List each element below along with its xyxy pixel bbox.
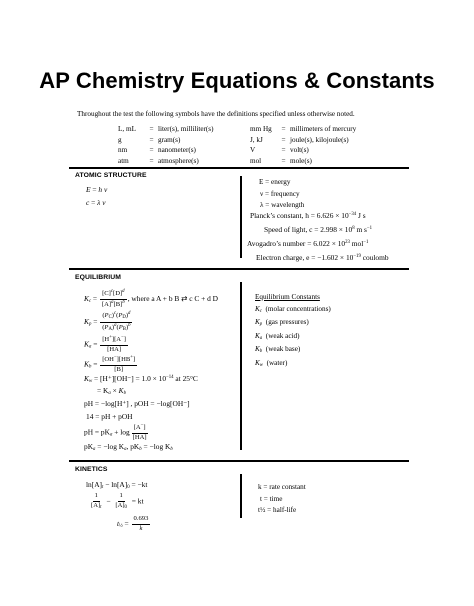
pka-tail: = −log K (95, 442, 125, 451)
equals: = (149, 135, 154, 144)
equation-pka: $pK_a = -\log$ $K_a$, $pK_b = -\log$ $K_b$ (84, 442, 173, 452)
definition: ν = frequency (260, 189, 300, 198)
constant-desc: (gas pressures) (265, 318, 309, 326)
kw-text: = K (97, 386, 109, 395)
column-divider (240, 474, 242, 518)
kinetics-definitions (258, 482, 306, 517)
definition: λ = wavelength (260, 201, 305, 209)
constants-heading: Equilibrium Constants (255, 293, 320, 301)
kw-tail: at 25°C (173, 374, 198, 383)
hh-tail: + log (112, 427, 130, 437)
definition: k = rate constant (258, 483, 306, 491)
constant-item: $K_p$ (gas pressures) (255, 318, 309, 327)
constant-text: Avogadro’s number = 6.022 × 10 (247, 239, 346, 248)
section-title-kinetics: KINETICS (75, 466, 108, 473)
equation-light: c = λ ν (86, 198, 106, 207)
unit: m s (354, 225, 367, 234)
equilibrium-constants-list (255, 292, 331, 371)
unit: mol (349, 239, 364, 248)
equation-ph: pH = −log[H⁺] , pOH = −log[OH⁻] (84, 399, 190, 408)
equals: = (281, 125, 286, 133)
symbol-def: volt(s) (290, 146, 309, 154)
equation-energy: E = h ν (86, 185, 108, 194)
exponent: −1 (363, 240, 369, 245)
unit: J s (356, 211, 366, 220)
constant-item: $K_c$ (molar concentrations) (255, 304, 331, 314)
constant-desc: (molar concentrations) (265, 304, 331, 313)
column-divider (240, 282, 242, 450)
constant-text: Electron charge, e = −1.602 × 10 (256, 253, 354, 262)
exponent: −1 (366, 226, 373, 231)
equation-first-order: $\ln[A]_t - \ln[A]_0 = -kt$ (86, 480, 148, 490)
constant-light (264, 226, 372, 233)
constant-sub: b (259, 349, 263, 354)
symbol-def: atmosphere(s) (158, 156, 199, 165)
symbol: J, kJ (250, 135, 263, 144)
pka-text: pK (84, 442, 94, 451)
pkb-text: , pK (126, 442, 140, 451)
constant-item: $K_b$ (weak base) (255, 345, 301, 354)
exponent: −34 (348, 212, 357, 217)
constant-planck (250, 212, 366, 219)
definition: t = time (260, 494, 283, 503)
equation-kb: $K_b$ = $\frac{[OH^-][HB^+]}{[B]}$ (84, 355, 136, 373)
symbol-def: nanometer(s) (158, 146, 196, 154)
constant-desc: (water) (266, 358, 288, 367)
page-title: AP Chemistry Equations & Constants (39, 68, 435, 93)
equation-ph-sum: 14 = pH + pOH (86, 412, 133, 421)
equation-ka: $K_a$ = $\frac{[H^+][A^-]}{[HA]}$ (84, 335, 126, 353)
symbol: L, mL (118, 125, 136, 133)
symbol: mol (250, 156, 262, 165)
hh-text: pH = pK (84, 427, 110, 437)
equals: = (149, 156, 154, 165)
constant-sub: w (259, 362, 263, 368)
constant-item: $K_a$ (weak acid) (255, 331, 300, 341)
definition: E = energy (259, 178, 291, 186)
constant-electron (256, 254, 389, 261)
kin-text: = −kt (129, 480, 148, 489)
constant-desc: (weak base) (265, 345, 301, 353)
definition: t½ = half-life (258, 506, 297, 514)
equals: = (281, 146, 286, 154)
symbol-def: liter(s), milliliter(s) (158, 125, 214, 133)
equals: = (149, 125, 154, 133)
symbol-def: millimeters of mercury (290, 125, 357, 133)
exponent: 23 (345, 240, 350, 245)
exponent: −19 (353, 254, 361, 259)
equation-kw-2: = $K_a \times K_b$ (97, 386, 126, 396)
kw-text: = [H⁺][OH⁻] = 1.0 × 10 (94, 374, 167, 383)
constant-desc: (weak acid) (265, 331, 300, 340)
equation-kc: $K_c$ = $\frac{[C]^c[D]^d}{[A]^a[B]^b}$ , where a A + b B ⇄ c C + d D (84, 289, 218, 308)
constant-text: Speed of light, c = 2.998 × 10 (264, 225, 353, 234)
constant-sub: c (259, 308, 262, 314)
equals: = (281, 156, 286, 165)
equals: = (281, 135, 286, 144)
constant-text: Planck’s constant, h = 6.626 × 10 (250, 211, 349, 220)
exponent: −14 (166, 375, 174, 380)
symbol: V (250, 146, 256, 154)
equation-half-life: $t_{\frac{1}{2}}$ = $\frac{0.693}{k}$ (117, 515, 149, 532)
section-divider (69, 268, 409, 270)
constant-sub: p (259, 322, 263, 327)
constant-avogadro (247, 240, 368, 247)
symbol: g (118, 135, 122, 144)
symbol: atm (118, 156, 129, 165)
symbol: nm (118, 146, 128, 154)
symbol: mm Hg (250, 125, 272, 133)
section-title-equilibrium: EQUILIBRIUM (75, 274, 122, 281)
kin-text: ln[A] (86, 480, 103, 489)
half-life-num: 0.693 (132, 516, 151, 525)
kin-text: = kt (129, 496, 144, 506)
symbol-def: mole(s) (290, 156, 312, 165)
symbols-left (118, 124, 214, 166)
pkb-tail: = −log K (141, 442, 171, 451)
equation-kw: $K_w = [H^+][OH^-] = 1.0 \times 10^{-14}$ at 25°C (84, 374, 198, 384)
constant-sub: a (259, 335, 263, 341)
equation-henderson: pH = $pK_a + \log$ $\frac{[A^-]}{[HA]}$ (84, 423, 147, 441)
atomic-definitions (258, 177, 304, 212)
section-title-atomic: ATOMIC STRUCTURE (75, 172, 147, 179)
constant-item: $K_w$ (water) (255, 358, 288, 368)
section-divider (69, 460, 409, 462)
exponent: 8 (352, 226, 355, 231)
section-divider (69, 167, 409, 169)
unit: coulomb (360, 253, 389, 262)
reaction-text: , where a A + b B ⇄ c C + d D (127, 293, 218, 303)
equation-kp: $K_p$ = $\frac{(P_C)^c(P_D)^d}{(P_A)^a(P_B)^b}$ (84, 311, 131, 332)
equation-second-order: $\frac{1}{[A]_t}$ − $\frac{1}{[A]_0}$ = kt (91, 492, 144, 510)
kin-text: − ln[A] (103, 480, 128, 489)
symbols-right (250, 124, 356, 166)
column-divider (240, 176, 242, 258)
equals: = (149, 146, 154, 154)
symbol-def: gram(s) (158, 135, 181, 144)
intro-text: Throughout the test the following symbols have the definitions specified unless otherwise noted. (77, 110, 355, 118)
symbol-def: joule(s), kilojoule(s) (290, 135, 349, 144)
